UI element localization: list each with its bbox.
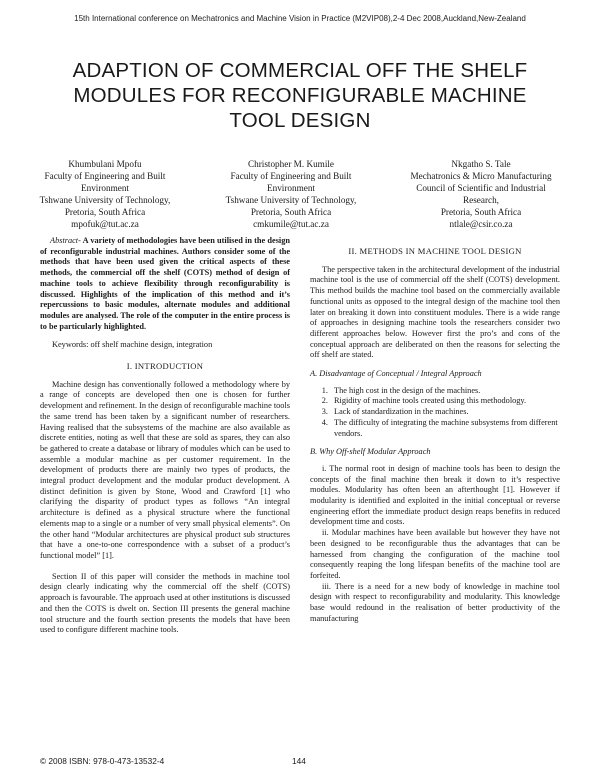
offshelf-paragraph: ii. Modular machines have been available but however they have not been designed to be reconfigurable thus the advantages that can be harnessed from changing the configuration of the machine tool consequently reaping the long lifespan benefits of the machine tool are forfeited.	[310, 528, 560, 580]
offshelf-paragraph: iii. There is a need for a new body of knowledge in machine tool design with respect to reconfigurability and modularity. This knowledge base would redound in the realisation of better productivity of the manufacturing	[310, 581, 560, 623]
title-line: MODULES FOR RECONFIGURABLE MACHINE	[73, 84, 527, 107]
list-item: 2. Rigidity of machine tools created using this methodology.	[330, 396, 560, 407]
section-heading: I. INTRODUCTION	[126, 361, 204, 372]
title-line: TOOL DESIGN	[229, 109, 371, 132]
disadvantage-list	[310, 386, 560, 440]
author-affiliation: Faculty of Engineering and Built	[230, 171, 352, 181]
author-email: mpofuk@tut.ac.za	[71, 219, 139, 229]
author-affiliation: Tshwane University of Technology,	[39, 195, 171, 205]
author-affiliation: Pretoria, South Africa	[64, 207, 146, 217]
left-column	[40, 236, 290, 636]
author-name: Nkgatho S. Tale	[451, 159, 511, 169]
offshelf-paragraph: i. The normal root in design of machine tools has been to design the concepts of the final machine then break it down to it’s respective modules. Modularity has often been an afterthought [1]. However if modularity is identified and exploited in the initial conceptual or reverse engineering effort the immediate product design reaps benefits in reduced development time and costs.	[310, 463, 560, 527]
author-affiliation: Mechatronics & Micro Manufacturing	[410, 171, 552, 181]
author-3	[396, 158, 566, 230]
author-affiliation: Environment	[81, 183, 129, 193]
title-line: ADAPTION OF COMMERCIAL OFF THE SHELF	[72, 59, 528, 82]
abstract-text: A variety of methodologies have been utilised in the design of reconfigurable industrial machines. Authors consider some of the methods that have been used given the critical aspects of these methods, the commercial off the shelf (COTS) method of design of machine tools to achieve flexibility through reconfigurability is discussed. Highlights of the implication of this method and it’s repercussions to basic modules, alternate modules and additional modules are analysed. The role of the computer in the entire process is to be particularly highlighted.	[40, 236, 290, 331]
author-2	[206, 158, 376, 230]
author-name: Khumbulani Mpofu	[68, 159, 142, 169]
author-1	[20, 158, 190, 230]
author-affiliation: Tshwane University of Technology,	[225, 195, 357, 205]
author-affiliation: Environment	[267, 183, 315, 193]
list-item: 1. The high cost in the design of the machines.	[330, 386, 560, 397]
author-affiliation: Pretoria, South Africa	[440, 207, 522, 217]
conference-header: 15th International conference on Mechatronics and Machine Vision in Practice (M2VIP08),2-4 Dec 2008,Auckland,New-Zealand	[74, 14, 526, 23]
author-email: ntlale@csir.co.za	[449, 219, 513, 229]
abstract-label: Abstract-	[50, 236, 81, 245]
author-affiliation: Research,	[463, 195, 499, 205]
author-affiliation: Faculty of Engineering and Built	[44, 171, 166, 181]
author-email: cmkumile@tut.ac.za	[253, 219, 329, 229]
abstract	[40, 236, 290, 332]
section-heading: II. METHODS IN MACHINE TOOL DESIGN	[348, 246, 522, 256]
subsection-heading: B. Why Off-shelf Modular Approach	[310, 447, 431, 457]
page-number: 144	[292, 756, 306, 766]
author-name: Christopher M. Kumile	[248, 159, 334, 169]
intro-paragraph: Section II of this paper will consider the methods in machine tool design clearly indicating why the commercial off the shelf (COTS) approach is favourable. The approach used at other institutions is discussed and then the COTS is dwelt on. Section III presents the general machine tool structure and the fourth section presents the models that have been used to configure different machine tools.	[40, 571, 290, 635]
isbn-footer: © 2008 ISBN: 978-0-473-13532-4	[40, 756, 165, 766]
paper-title	[40, 58, 560, 133]
list-item: 3. Lack of standardization in the machines.	[330, 407, 560, 418]
methods-paragraph: The perspective taken in the architectural development of the industrial machine tool is the use of commercial off the shelf (COTS) development. This method builds the machine tool based on the commercially available functional units as opposed to the integral design of the machine tool then later on breaking it down into constituent modules. There is a wide range of approaches in designing machine tools the researchers consider two different approaches below. However first the pro’s and cons of the conceptual approach are deliberated on then the reasons for selecting the off shelf are stated.	[310, 264, 560, 360]
keywords: Keywords: off shelf machine design, integration	[52, 340, 213, 350]
intro-paragraph: Machine design has conventionally followed a methodology where by a range of concepts are developed then one is chosen for further development and refinement. In the design of reconfigurable machine tools the same trend has been taken by a significant number of researchers. Having realised that the subsystems of the machine are also available as discrete entities, noting as well that these are sold as spares, they can also be gathered to create a database or library of modules which can be used to assemble a modular machine as per customer requirement. In the development of products there are mainly two types of products, the integral product development and the modular product development. A distinct definition is given by Stone, Wood and Crawford [1] who clarifying the disparity of product types as follows “An integral architecture is defined as a physical structure where the functional elements map to a single or a number of very small physical elements”. On the other hand “Modular architectures are physical product sub structures that have a one-to-one correspondence with a subset of a product’s functional model” [1].	[40, 379, 290, 560]
right-column	[310, 236, 560, 625]
author-affiliation: Council of Scientific and Industrial	[416, 183, 546, 193]
subsection-heading: A. Disadvantage of Conceptual / Integral Approach	[310, 369, 482, 379]
author-affiliation: Pretoria, South Africa	[250, 207, 332, 217]
list-item: 4. The difficulty of integrating the machine subsystems from different vendors.	[330, 418, 560, 439]
